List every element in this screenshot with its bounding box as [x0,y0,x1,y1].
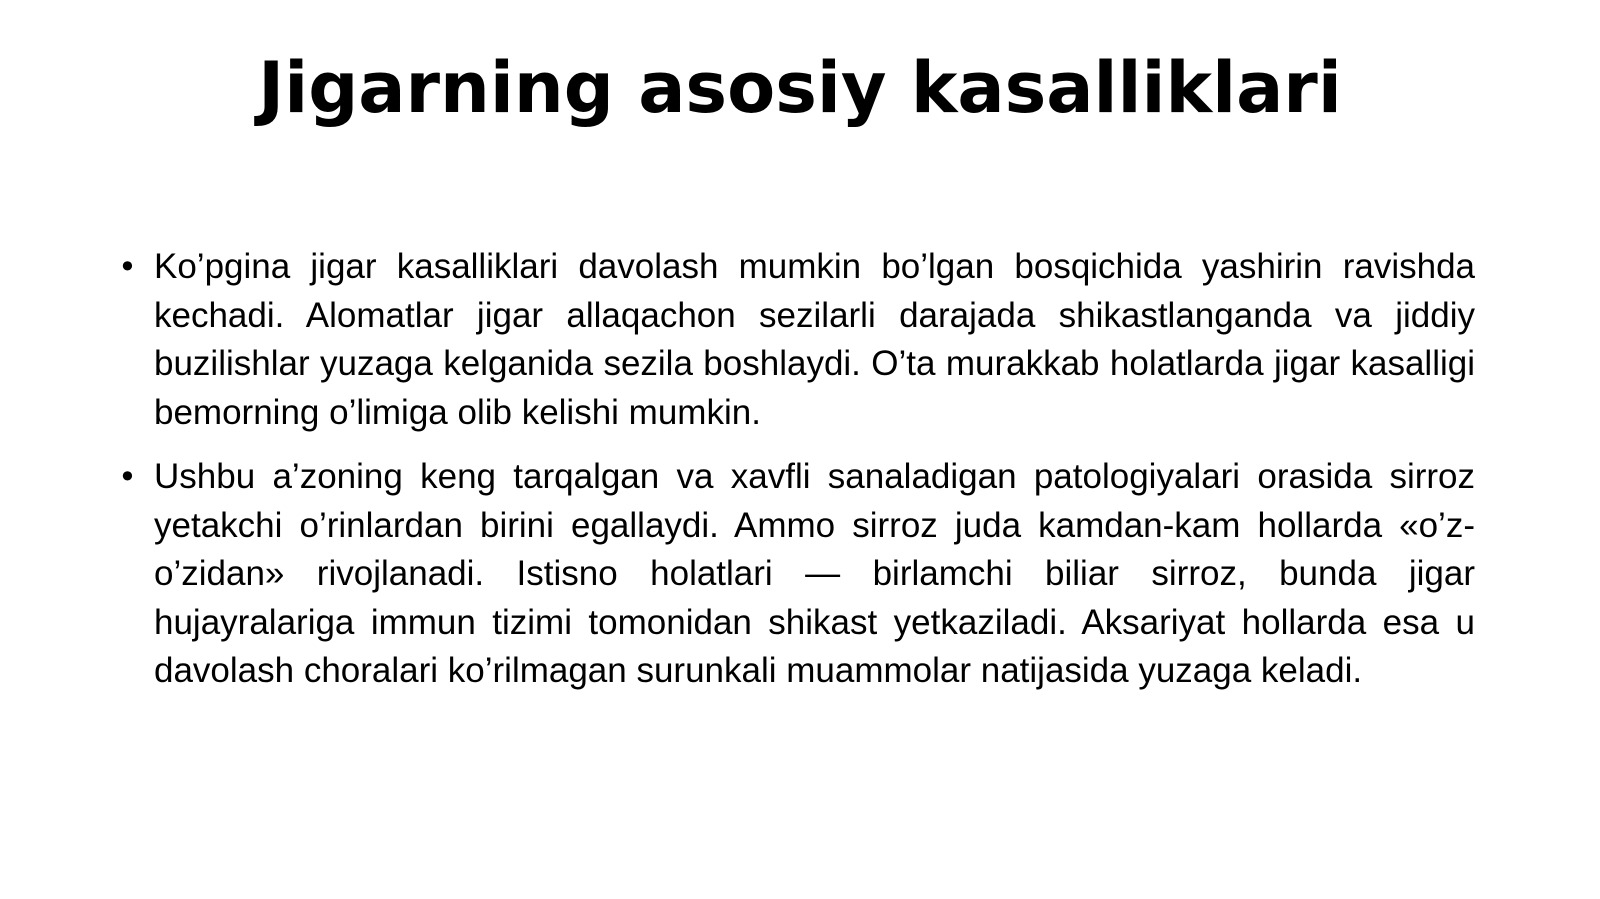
bullet-text: Ko’pgina jigar kasalliklari davolash mumkin bo’lgan bosqichida yashirin ravishda kechadi. Alomatlar jigar allaqachon sezilarli darajada shikastlanganda va jiddiy buzilishlar yuzaga kelganida sezila boshlaydi. O’ta murakkab holatlarda jigar kasalligi bemorning o’limiga olib kelishi mumkin. [154,247,1475,432]
bullet-item [118,453,1475,696]
bullet-text: Ushbu a’zoning keng tarqalgan va xavfli sanaladigan patologiyalari orasida sirroz yetakchi o’rinlardan birini egallaydi. Ammo sirroz juda kamdan-kam hollarda «o’z-o’zidan» rivojlanadi. Istisno holatlari — birlamchi biliar sirroz, bunda jigar hujayralariga immun tizimi tomonidan shikast yetkaziladi. Aksariyat hollarda esa u davolash choralari ko’rilmagan surunkali muammolar natijasida yuzaga keladi. [154,457,1475,690]
bullet-point-icon: • [118,248,137,286]
slide-title: Jigarning asosiy kasalliklari [258,47,1342,129]
bullet-item [118,243,1475,437]
bullet-list [118,243,1475,712]
bullet-point-icon: • [118,458,137,496]
